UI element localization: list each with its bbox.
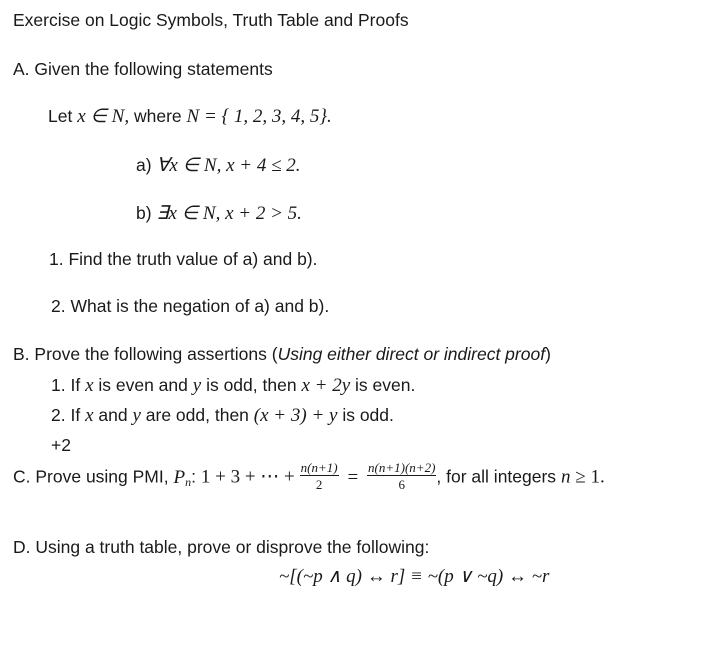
let-text: Let	[48, 106, 73, 126]
condition-rest: ≥ 1.	[575, 466, 605, 488]
section-b-heading-plain: B. Prove the following assertions (	[13, 344, 278, 364]
assertion-2-var-x: x	[85, 405, 94, 426]
fraction-left	[300, 461, 339, 491]
page-title: Exercise on Logic Symbols, Truth Table and Proofs	[13, 10, 409, 30]
assertion-1	[51, 376, 415, 395]
section-a-let-line	[48, 107, 332, 126]
section-a-heading: A. Given the following statements	[13, 59, 273, 79]
assertion-2-pre: 2. If	[51, 405, 81, 425]
question-1: 1. Find the truth value of a) and b).	[49, 249, 318, 269]
set-membership: x ∈ N,	[77, 106, 130, 127]
section-b-heading-italic: Using either direct or indirect proof	[277, 344, 546, 364]
assertion-2	[51, 406, 394, 425]
assertion-1-expr: x + 2y	[301, 375, 351, 396]
fraction-left-denominator: 2	[315, 477, 323, 492]
where-text: where	[134, 106, 182, 126]
assertion-2-end: is odd.	[342, 405, 394, 425]
assertion-2-mid: and	[98, 405, 128, 425]
pmi-colon: :	[191, 466, 196, 487]
section-c-line	[13, 460, 605, 493]
statement-a-formula: ∀x ∈ N, x + 4 ≤ 2.	[156, 155, 301, 176]
statement-b-formula: ∃x ∈ N, x + 2 > 5.	[156, 203, 302, 224]
assertion-1-mid: is even and	[98, 375, 188, 395]
condition-var: n	[560, 466, 571, 488]
fraction-right	[367, 461, 436, 491]
section-d-heading: D. Using a truth table, prove or disprove the following:	[13, 537, 430, 557]
section-b-heading-close: )	[545, 344, 551, 364]
pmi-sum: 1 + 3 + ⋯ +	[200, 466, 295, 488]
section-c-pre: C. Prove using PMI,	[13, 466, 169, 487]
fraction-left-numerator: n(n+1)	[300, 460, 338, 475]
statement-b-label: b)	[136, 203, 152, 223]
extra-note: +2	[51, 435, 71, 455]
pmi-predicate: Pn	[173, 466, 192, 489]
statement-a	[136, 156, 301, 175]
set-definition: N = { 1, 2, 3, 4, 5}.	[186, 106, 332, 127]
pmi-equals: =	[347, 466, 359, 488]
section-b-heading	[13, 346, 551, 364]
statement-a-label: a)	[136, 155, 152, 175]
fraction-right-numerator: n(n+1)(n+2)	[368, 460, 436, 475]
assertion-2-var-y: y	[132, 405, 141, 426]
assertion-1-end: is even.	[355, 375, 416, 395]
assertion-2-mid2: are odd, then	[145, 405, 249, 425]
section-c-post: , for all integers	[436, 466, 557, 487]
question-2: 2. What is the negation of a) and b).	[51, 296, 330, 316]
statement-b	[136, 204, 302, 223]
assertion-1-pre: 1. If	[51, 375, 81, 395]
assertion-1-var-x: x	[85, 375, 94, 396]
assertion-1-mid2: is odd, then	[206, 375, 297, 395]
fraction-right-denominator: 6	[398, 477, 405, 492]
assertion-2-expr: (x + 3) + y	[253, 405, 338, 426]
section-d-formula: ~[(~p ∧ q) ↔ r] ≡ ~(p ∨ ~q) ↔ ~r	[279, 566, 550, 587]
assertion-1-var-y: y	[192, 375, 202, 396]
